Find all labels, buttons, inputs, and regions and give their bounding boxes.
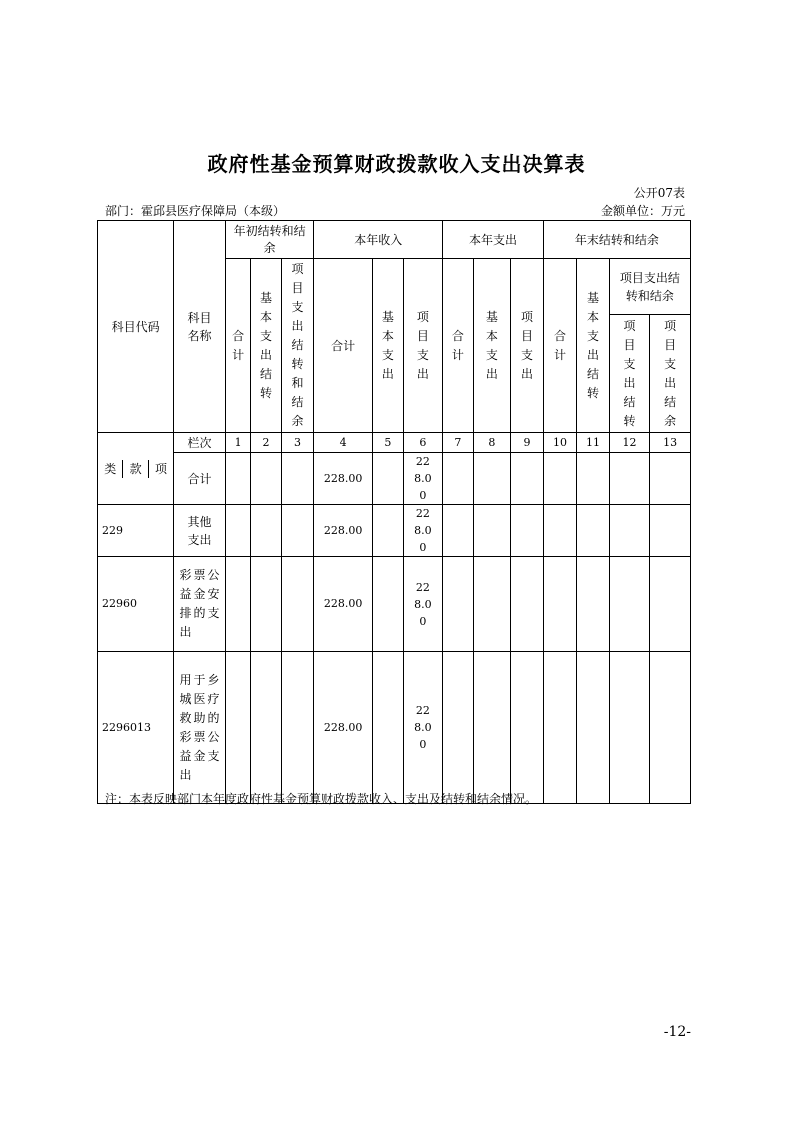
unit-label: 金额单位：万元 — [600, 204, 685, 218]
header-end-total: 合计 — [543, 259, 577, 433]
row-proj-income: 228.00 — [403, 652, 443, 804]
header-income-basic: 基本支出 — [373, 259, 403, 433]
table-note: 注：本表反映部门本年度政府性基金预算财政拨款收入、支出及结转和结余情况。 — [105, 792, 538, 806]
department-label: 部门：霍邱县医疗保障局（本级） — [105, 204, 286, 218]
row-proj-income: 228.00 — [403, 505, 443, 557]
col-number: 3 — [281, 433, 313, 453]
col-number: 4 — [314, 433, 373, 453]
header-expense-total: 合计 — [443, 259, 473, 433]
row-code: 2296013 — [98, 652, 174, 804]
col-number: 10 — [543, 433, 577, 453]
row-total-income: 228.00 — [314, 453, 373, 505]
row-name: 用于乡城医疗救助的彩票公益金支出 — [174, 652, 226, 804]
header-income-proj: 项目支出 — [403, 259, 443, 433]
col-number: 7 — [443, 433, 473, 453]
header-end: 年末结转和结余 — [543, 221, 690, 259]
header-end-proj-surplus: 项目支出结余 — [650, 315, 691, 433]
col-number: 13 — [650, 433, 691, 453]
col-number: 2 — [251, 433, 281, 453]
row-proj-income: 228.00 — [403, 453, 443, 505]
col-number: 11 — [577, 433, 609, 453]
table-row — [98, 505, 691, 557]
header-begin-proj: 项目支出结转和结余 — [281, 259, 313, 433]
header-col-label: 栏次 — [174, 433, 226, 453]
header-expense-proj: 项目支出 — [511, 259, 544, 433]
row-name: 合计 — [174, 453, 226, 505]
header-begin-basic: 基本支出结转 — [251, 259, 281, 433]
header-code: 科目代码 — [98, 221, 174, 433]
row-proj-income: 228.00 — [403, 557, 443, 652]
page-title: 政府性基金预算财政拨款收入支出决算表 — [207, 152, 586, 176]
col-number: 1 — [225, 433, 250, 453]
table-row — [98, 652, 691, 804]
row-name: 其他支出 — [174, 505, 226, 557]
row-code: 22960 — [98, 557, 174, 652]
header-expense-basic: 基本支出 — [473, 259, 511, 433]
header-begin-total: 合计 — [225, 259, 250, 433]
header-income: 本年收入 — [314, 221, 443, 259]
col-number: 6 — [403, 433, 443, 453]
row-total-income: 228.00 — [314, 652, 373, 804]
row-name: 彩票公益金安排的支出 — [174, 557, 226, 652]
header-expense: 本年支出 — [443, 221, 544, 259]
col-number: 8 — [473, 433, 511, 453]
header-name: 科目名称 — [174, 221, 226, 433]
form-number: 公开07表 — [633, 186, 685, 200]
row-total-income: 228.00 — [314, 505, 373, 557]
col-number: 5 — [373, 433, 403, 453]
budget-table — [97, 220, 691, 804]
header-end-proj-group: 项目支出结转和结余 — [609, 259, 690, 315]
header-lei: 类 — [98, 460, 123, 478]
header-xiang: 项 — [154, 461, 167, 476]
table-row — [98, 557, 691, 652]
header-end-basic: 基本支出结转 — [577, 259, 609, 433]
page-number: -12- — [663, 1024, 691, 1040]
col-number: 9 — [511, 433, 544, 453]
header-begin: 年初结转和结余 — [225, 221, 313, 259]
header-income-total: 合计 — [314, 259, 373, 433]
row-code: 229 — [98, 505, 174, 557]
row-total-income: 228.00 — [314, 557, 373, 652]
header-end-proj-carry: 项目支出结转 — [609, 315, 650, 433]
table-row — [98, 453, 691, 505]
header-kuan: 款 — [123, 460, 148, 478]
col-number: 12 — [609, 433, 650, 453]
code-split-cell — [98, 433, 174, 505]
